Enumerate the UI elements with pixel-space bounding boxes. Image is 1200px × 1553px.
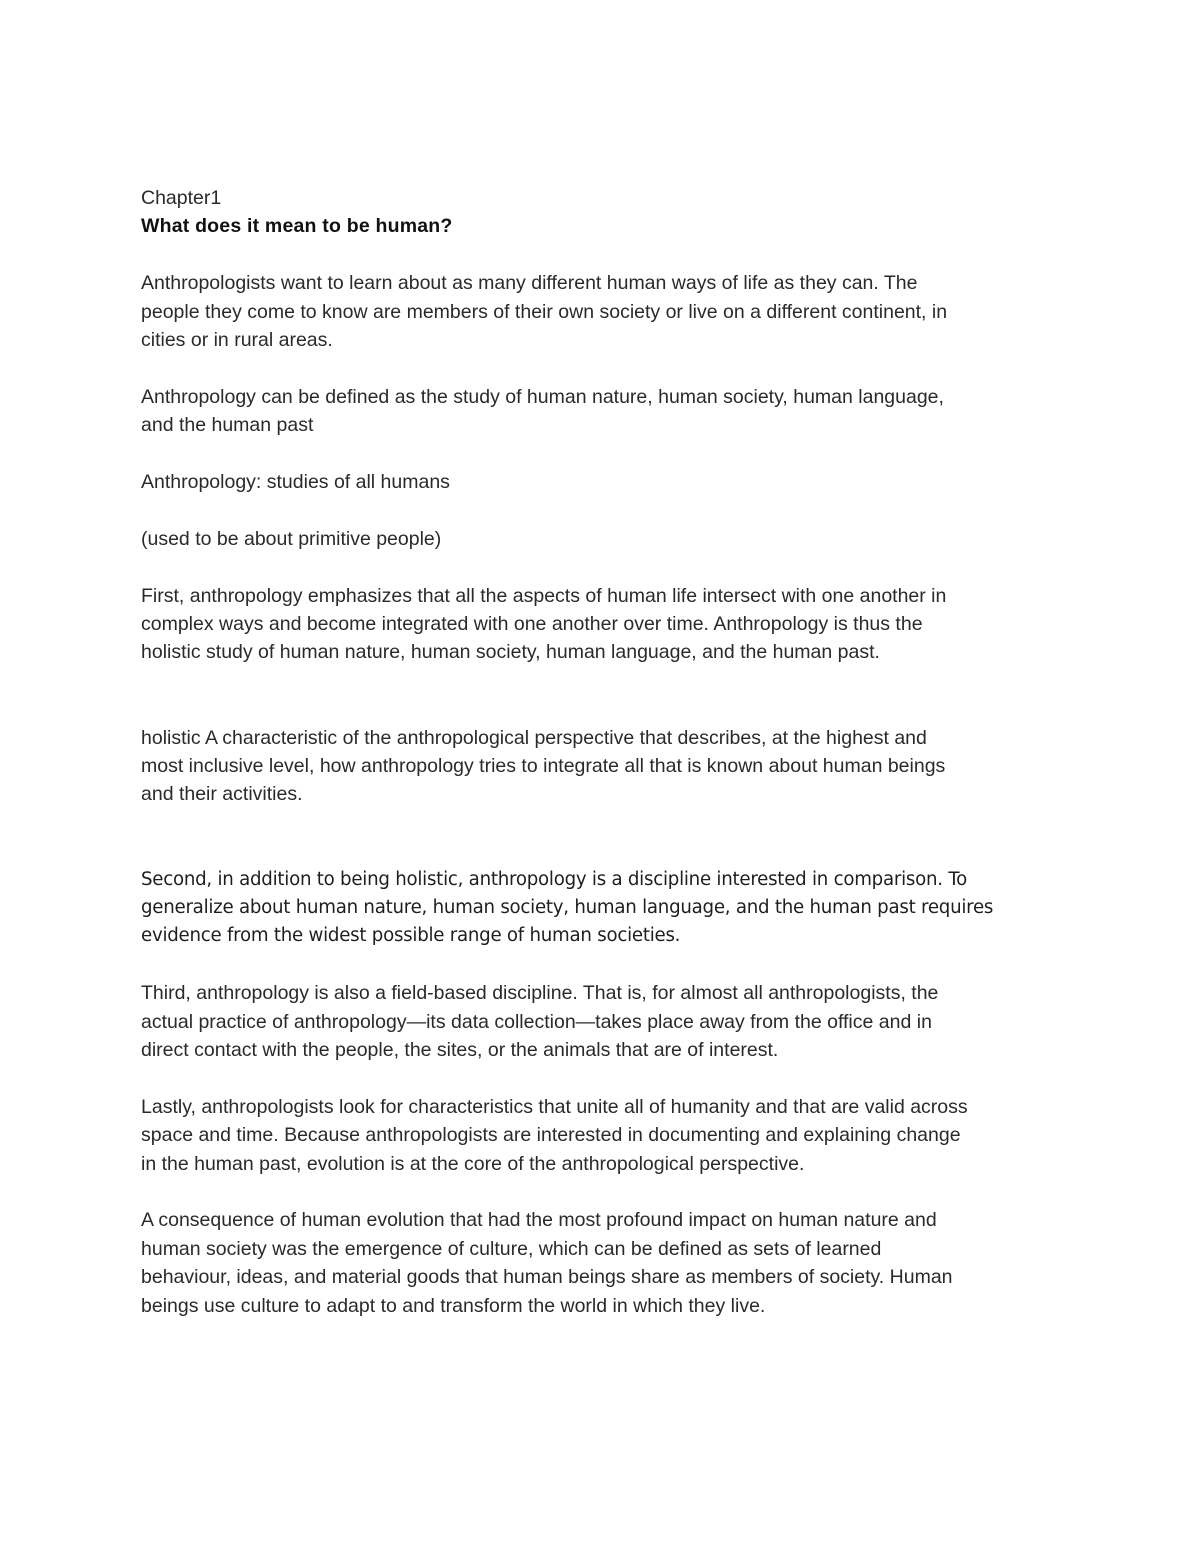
paragraph-holistic-definition: holistic A characteristic of the anthropological perspective that describes, at the highest and most inclusive level, how anthropology tries to integrate all that is known about human beings and their activities. — [141, 726, 946, 806]
paragraph-comparison-second: Second, in addition to being holistic, anthropology is a discipline interested in comparison. To generalize about human nature, human society, human language, and the human past requires evidence from the widest possible range of human societies. — [141, 868, 994, 947]
paragraph-field-based-third: Third, anthropology is also a field-based discipline. That is, for almost all anthropologists, the actual practice of anthropology—its data collection—takes place away from the office and in direct contact with the people, the sites, or the animals that are of interest. — [141, 982, 939, 1062]
paragraph-intro: Anthropologists want to learn about as many different human ways of life as they can. The people they come to know are members of their own society or live on a different continent, in cities or in rural areas. — [141, 272, 948, 352]
paragraph-culture-consequence: A consequence of human evolution that had the most profound impact on human nature and human society was the emergence of culture, which can be defined as sets of learned behaviour, ideas, and material goods that human beings share as members of society. Human beings use culture to adapt to and transform the world in which they live. — [141, 1209, 953, 1317]
paragraph-evolution-lastly: Lastly, anthropologists look for characteristics that unite all of humanity and that are valid across space and time. Because anthropologists are interested in documenting and explaining change in the human past, evolution is at the core of the anthropological perspective. — [141, 1095, 968, 1175]
paragraph-primitive-note: (used to be about primitive people) — [141, 527, 442, 550]
paragraph-studies: Anthropology: studies of all humans — [141, 471, 450, 494]
section-heading: What does it mean to be human? — [141, 215, 453, 238]
paragraph-definition: Anthropology can be defined as the study of human nature, human society, human language, and the human past — [141, 385, 944, 437]
document-body — [141, 184, 1066, 1348]
paragraph-holistic-first: First, anthropology emphasizes that all the aspects of human life intersect with one another in complex ways and become integrated with one another over time. Anthropology is thus the holistic study of human nature, human society, human language, and the human past. — [141, 584, 947, 664]
chapter-label: Chapter1 — [141, 187, 222, 209]
